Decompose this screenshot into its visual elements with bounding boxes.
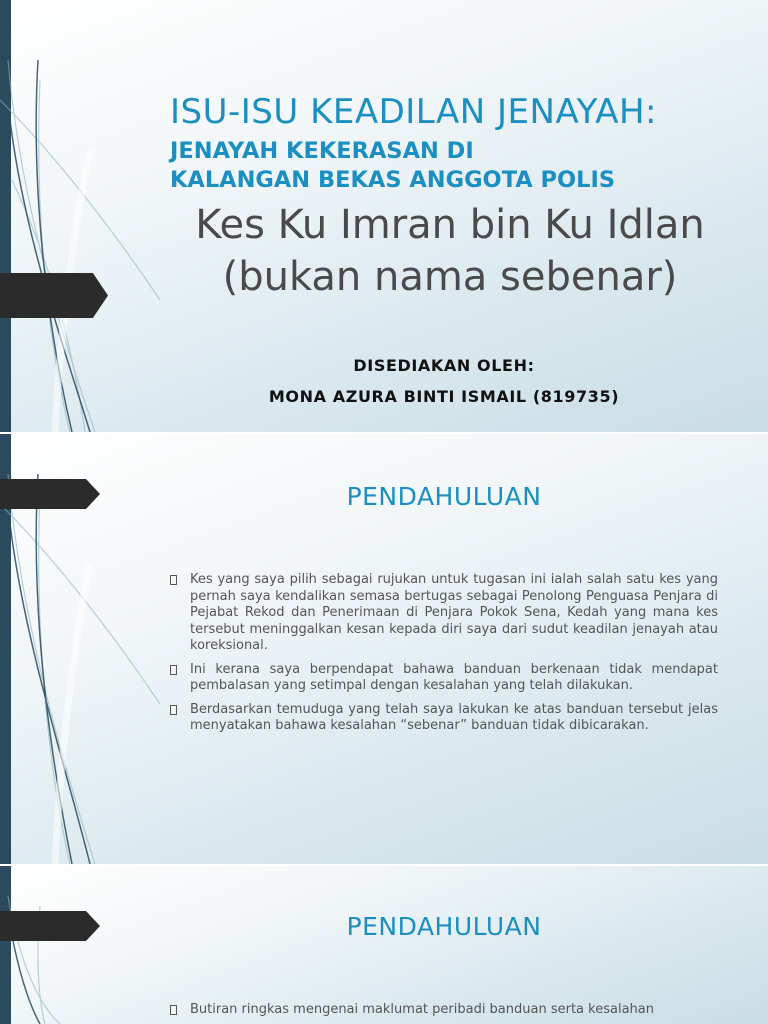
arrow-tab: [0, 479, 100, 509]
author-name: MONA AZURA BINTI ISMAIL (819735): [268, 387, 620, 406]
subtitle-line-1: JENAYAH KEKERASAN DI: [170, 138, 474, 164]
bullet-icon: [170, 575, 177, 585]
bullet-icon: [170, 665, 177, 675]
bullet-icon: [170, 1005, 177, 1015]
introduction-slide-continued: [0, 866, 768, 1024]
slide-heading: PENDAHULUAN: [346, 482, 542, 511]
list-item: [170, 1002, 718, 1019]
title-slide: [0, 0, 768, 432]
slide-subtitle: [170, 137, 760, 195]
bullet-text: Berdasarkan temuduga yang telah saya lakukan ke atas banduan tersebut jelas menyatakan bahawa kesalahan “sebenar” banduan tidak dibicarakan.: [190, 701, 718, 733]
bullet-list: [170, 572, 718, 742]
slide-heading: PENDAHULUAN: [346, 912, 542, 941]
bullet-text: Kes yang saya pilih sebagai rujukan untuk tugasan ini ialah salah satu kes yang pernah saya kendalikan semasa bertugas sebagai Penolong Penguasa Penjara di Pejabat Rekod dan Penerimaan di Penjara Pokok Sena, Kedah yang mana kes tersebut meninggalkan kesan kepada diri saya dari sudut keadilan jenayah atau koreksional.: [190, 572, 718, 653]
list-item: [170, 572, 718, 655]
case-note: (bukan nama sebenar): [222, 254, 678, 300]
decorative-curves: [0, 866, 768, 1024]
bullet-list: [170, 1002, 718, 1024]
arrow-tab: [0, 911, 100, 941]
list-item: [170, 662, 718, 695]
bullet-text: Ini kerana saya berpendapat bahawa banduan berkenaan tidak mendapat pembalasan yang setimpal dengan kesalahan yang telah dilakukan.: [190, 661, 718, 693]
list-item: [170, 702, 718, 735]
bullet-text: Butiran ringkas mengenai maklumat peribadi banduan serta kesalahan: [190, 1002, 654, 1017]
introduction-slide: [0, 434, 768, 864]
bullet-icon: [170, 705, 177, 715]
subtitle-line-2: KALANGAN BEKAS ANGGOTA POLIS: [170, 167, 616, 193]
prepared-by-label: DISEDIAKAN OLEH:: [353, 356, 535, 375]
case-name: Kes Ku Imran bin Ku Idlan: [195, 202, 705, 248]
slide-title: ISU-ISU KEADILAN JENAYAH:: [170, 92, 658, 132]
arrow-tab: [0, 273, 108, 318]
